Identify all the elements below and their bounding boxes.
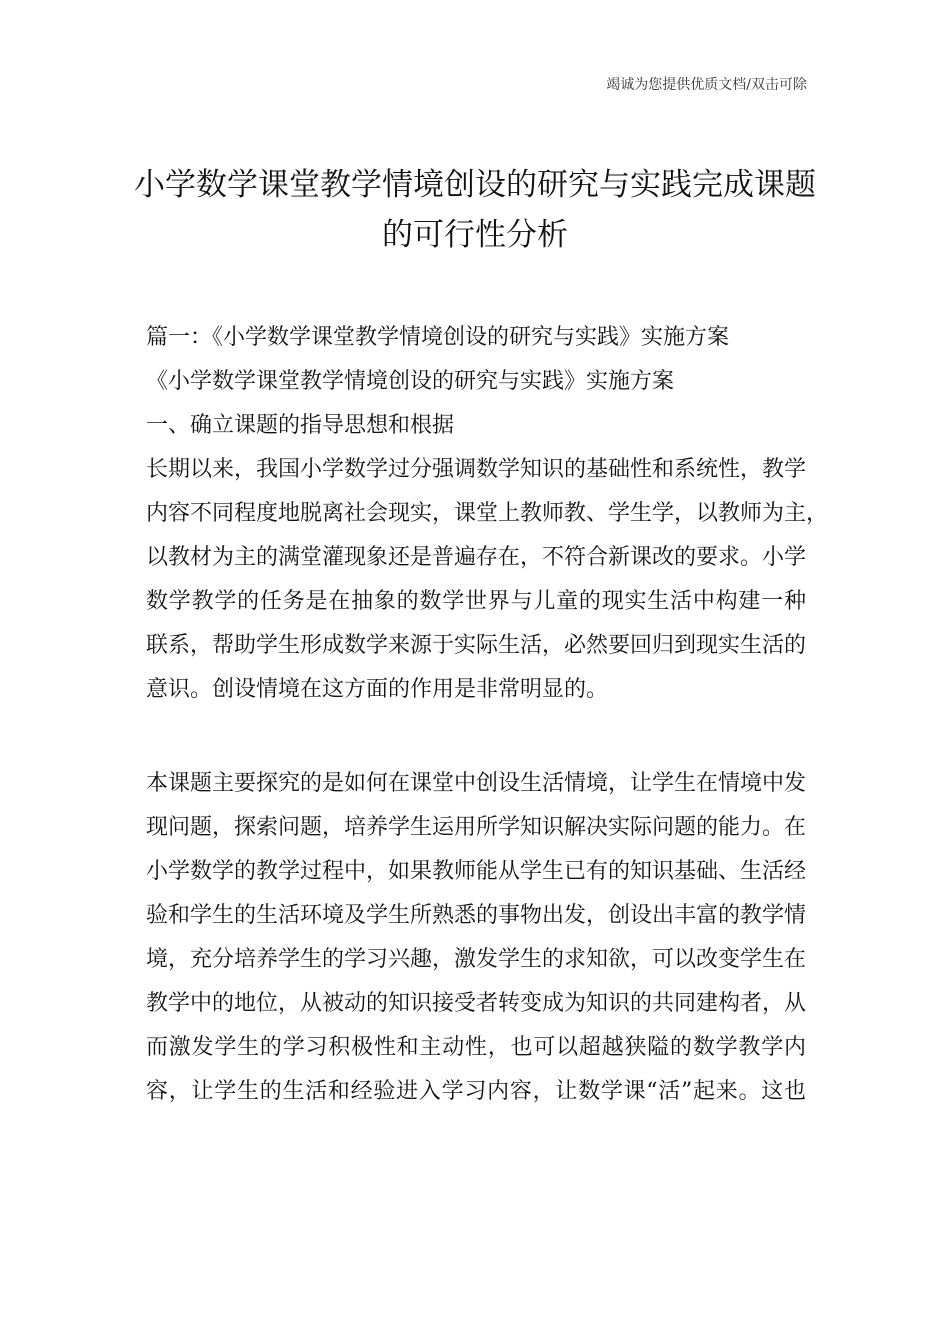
paragraph-line: 联系，帮助学生形成数学来源于实际生活，必然要回归到现实生活的 [146,633,807,658]
paragraph-spacer [146,712,806,762]
paragraph-line: 现问题，探索问题，培养学生运用所学知识解决实际问题的能力。在 [146,815,807,840]
paragraph-line: 以教材为主的满堂灌现象还是普遍存在，不符合新课改的要求。小学 [146,545,807,570]
title-line-2: 的可行性分析 [382,217,568,253]
paragraph-2 [146,762,806,1114]
paragraph-line: 而激发学生的学习积极性和主动性，也可以超越狭隘的数学教学内 [146,1035,806,1060]
paragraph-line: 本课题主要探究的是如何在课堂中创设生活情境，让学生在情境中发 [146,771,807,796]
paragraph-line: 教学中的地位，从被动的知识接受者转变成为知识的共同建构者，从 [146,991,807,1016]
document-title [0,160,950,260]
paragraph-line: 长期以来，我国小学数学过分强调数学知识的基础性和系统性，教学 [146,457,807,482]
paragraph-line: 境，充分培养学生的学习兴趣，激发学生的求知欲，可以改变学生在 [146,947,807,972]
paragraph-1 [146,448,829,712]
header-note: 竭诚为您提供优质文档/双击可除 [606,77,807,93]
paragraph-line: 容，让学生的生活和经验进入学习内容，让数学课“活”起来。这也 [146,1079,806,1104]
document-body [146,316,829,1114]
article-heading: 篇一：《小学数学课堂教学情境创设的研究与实践》实施方案 [146,325,730,350]
title-line-1: 小学数学课堂教学情境创设的研究与实践完成课题 [134,167,816,203]
paragraph-line: 内容不同程度地脱离社会现实，课堂上教师教、学生学，以教师为主， [146,501,829,526]
paragraph-line: 数学教学的任务是在抽象的数学世界与儿童的现实生活中构建一种 [146,589,806,614]
paragraph-line: 验和学生的生活环境及学生所熟悉的事物出发，创设出丰富的教学情 [146,903,807,928]
paragraph-line: 意识。创设情境在这方面的作用是非常明显的。 [146,677,609,702]
plan-title: 《小学数学课堂教学情境创设的研究与实践》实施方案 [146,369,675,394]
section-heading: 一、确立课题的指导思想和根据 [146,413,455,438]
paragraph-line: 小学数学的教学过程中，如果教师能从学生已有的知识基础、生活经 [146,859,807,884]
